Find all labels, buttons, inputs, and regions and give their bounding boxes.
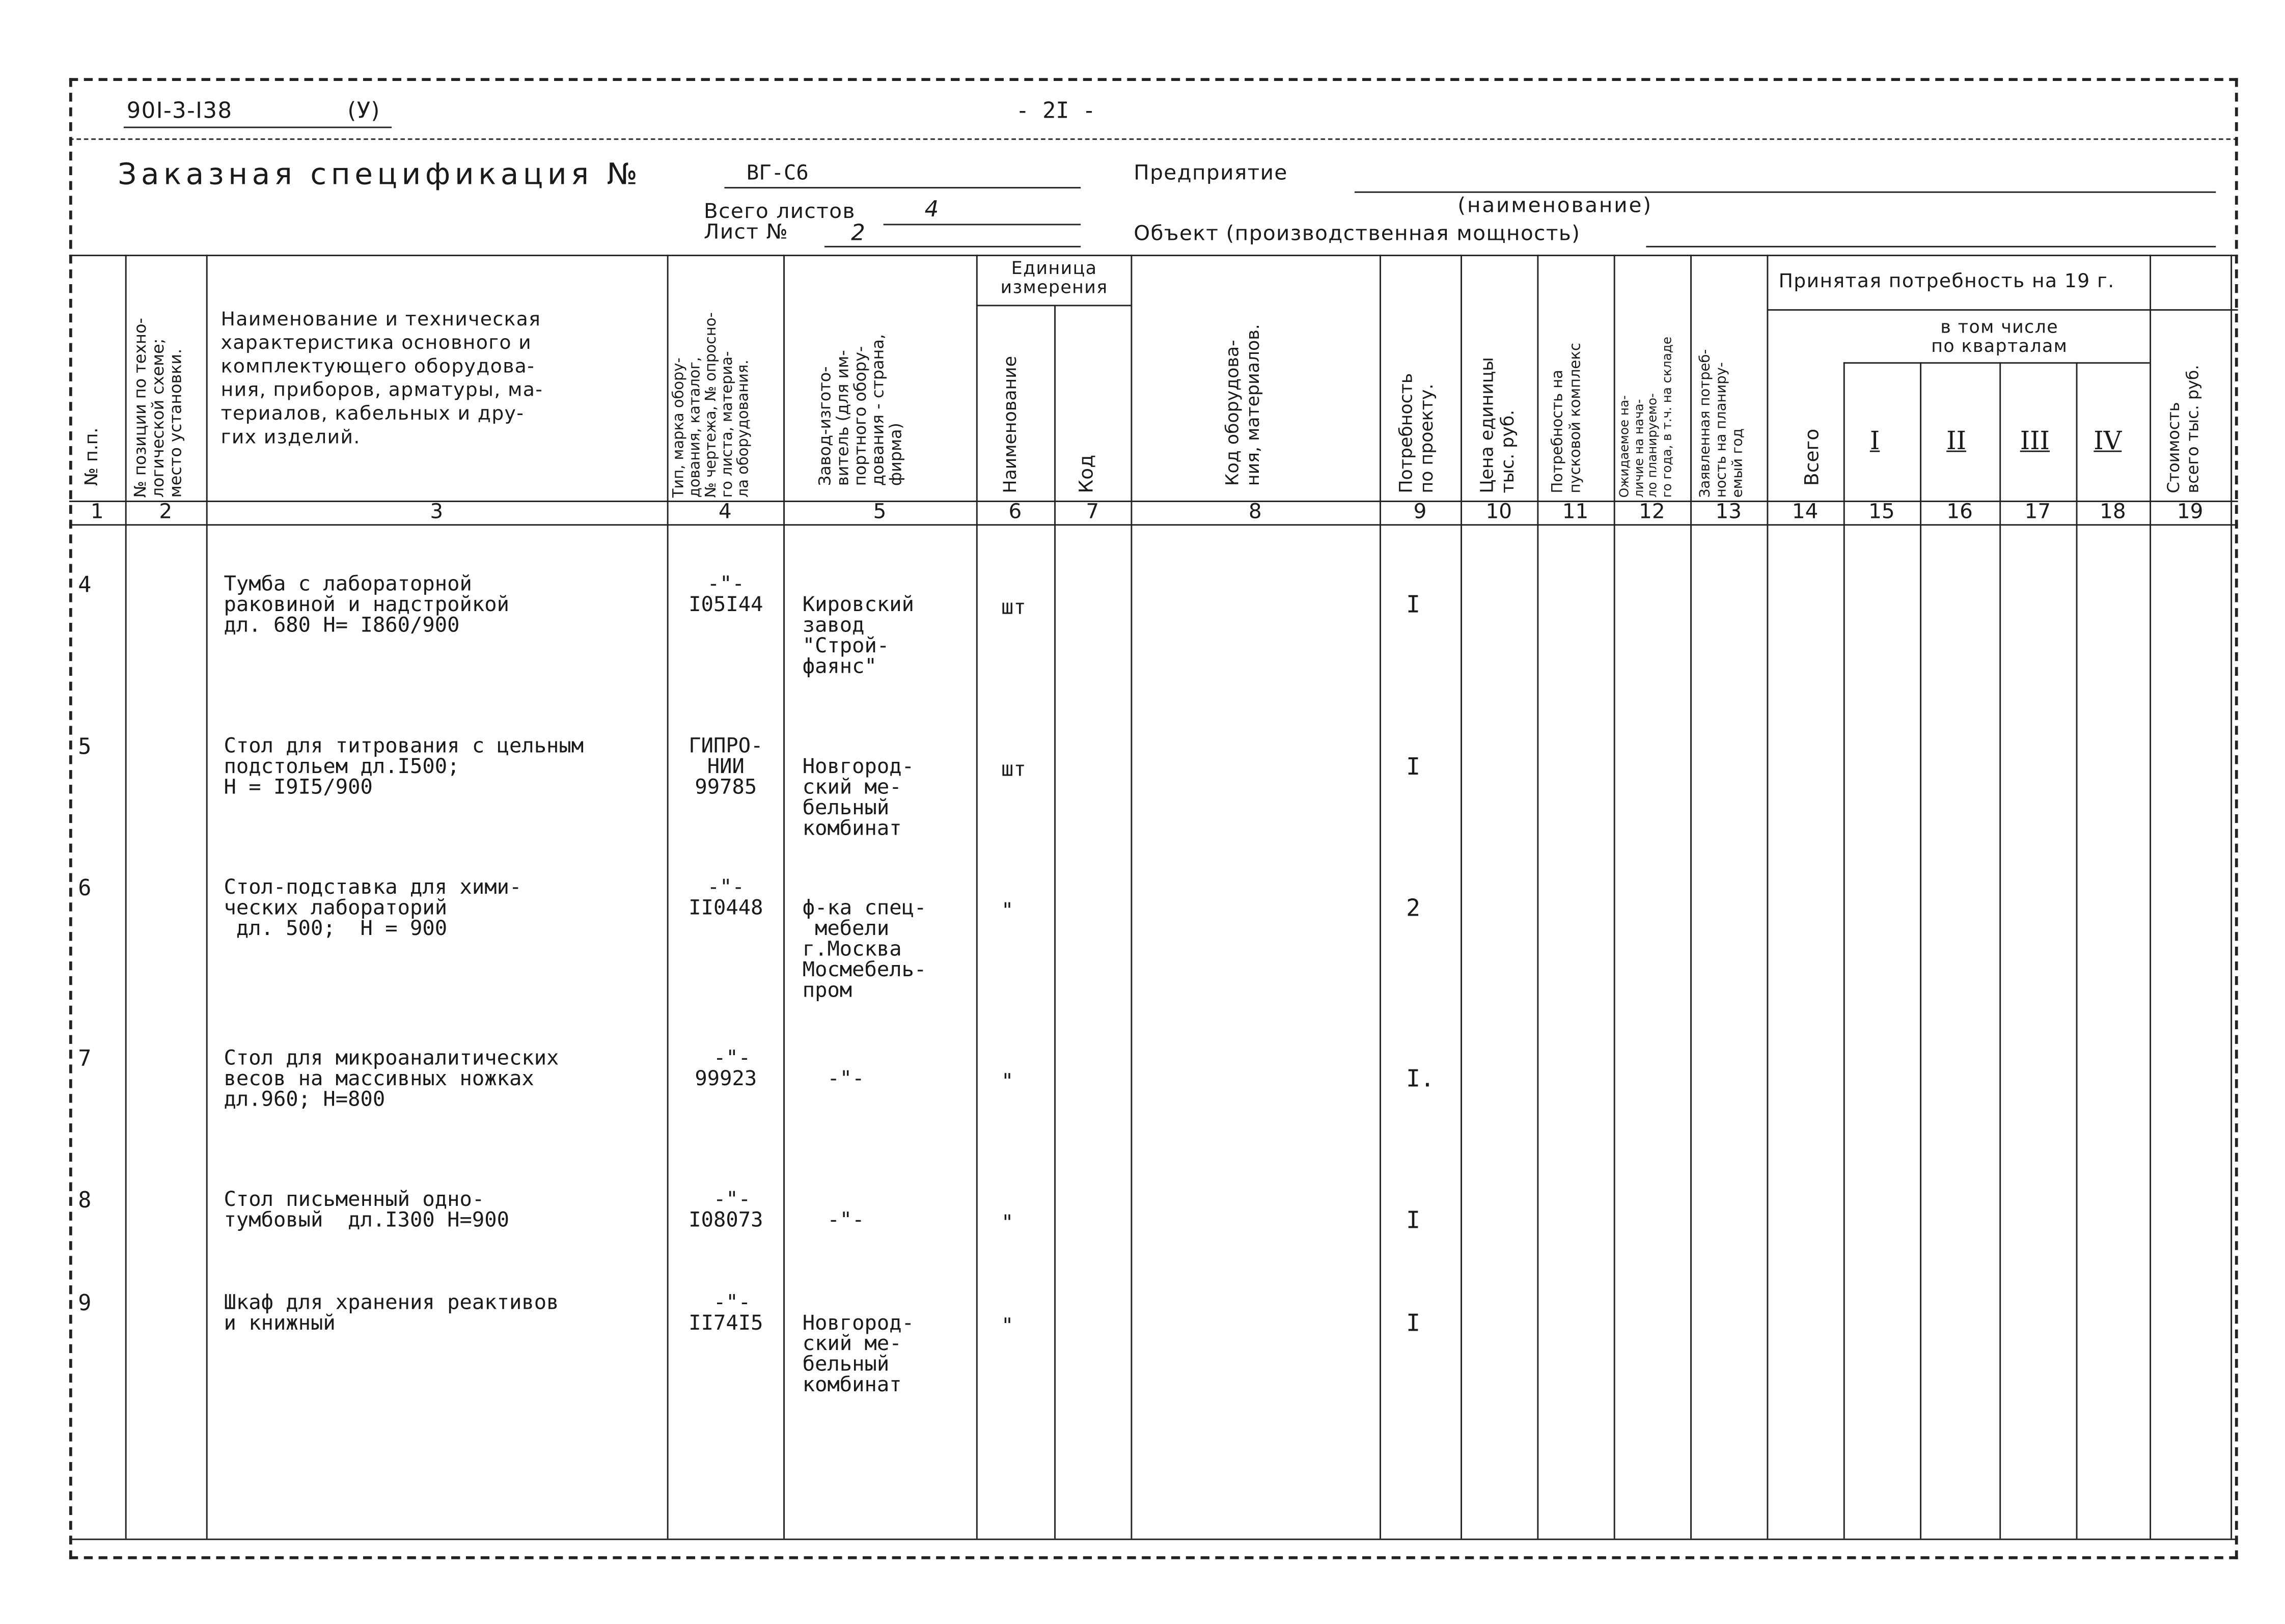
row-item-type: -"- II74I5	[689, 1291, 763, 1336]
row-unit: шт	[1001, 596, 1026, 620]
column-number: 17	[2024, 501, 2051, 525]
column-number: 13	[1715, 501, 1742, 525]
spec-number: ВГ-С6	[746, 162, 809, 186]
column-number: 10	[1485, 501, 1512, 525]
col-12-header: Ожидаемое на- личие на нача- ло планируемо- го года, в т.ч. на складе	[1618, 337, 1675, 498]
row-item-type: ГИПРО- НИИ 99785	[689, 734, 763, 800]
doc-code: 90I-3-I38	[126, 97, 233, 124]
col-9-header: Потребность по проекту.	[1395, 373, 1437, 493]
column-divider	[1767, 255, 1768, 1538]
row-unit: "	[1001, 1314, 1014, 1339]
page-title: Заказная спецификация №	[118, 156, 642, 191]
col-8-header: Код оборудова- ния, материалов.	[1222, 324, 1263, 486]
row-quantity: I	[1406, 590, 1420, 619]
column-number: 15	[1868, 501, 1895, 525]
col-3-header: Наименование и техническая характеристика основного и комплектующего оборудова- ния, приборов, арматуры, ма- териалов, кабельных и дру- гих изделий.	[221, 309, 543, 449]
col-14-header: Всего	[1802, 428, 1825, 486]
column-divider	[125, 255, 127, 1538]
col-6-header: Наименование	[1000, 355, 1021, 493]
row-quantity: I	[1406, 752, 1420, 781]
row-item-name: Стол письменный одно- тумбовый дл.I300 Н=900	[224, 1188, 509, 1232]
col-5-header: Завод-изгото- витель (для им- портного обору- дования - страна, фирма)	[815, 334, 906, 486]
column-number: 7	[1086, 501, 1099, 525]
row-unit: "	[1001, 1070, 1014, 1094]
row-item-name: Стол для микроаналитических весов на массивных ножках дл.960; Н=800	[224, 1047, 559, 1112]
col-18-header: IV	[2094, 427, 2122, 457]
column-divider	[206, 255, 208, 1538]
accepted-header: Принятая потребность на 19 г.	[1778, 270, 2115, 293]
quarters-header: в том числе по кварталам	[1931, 316, 2068, 356]
column-number: 5	[873, 501, 887, 525]
row-unit: шт	[1001, 758, 1026, 782]
name-hint: (наименование)	[1457, 194, 1653, 218]
row-item-name: Стол-подставка для хими- ческих лабораторий дл. 500; Н = 900	[224, 876, 522, 941]
total-sheets-value: 4	[924, 196, 940, 223]
unit-header: Единица измерения	[1000, 257, 1108, 298]
row-item-name: Тумба с лабораторной раковиной и надстройкой дл. 680 Н= I860/900	[224, 572, 509, 638]
table-bottom-line	[69, 1538, 2238, 1540]
row-manufacturer: Новгород- ский ме- бельный комбинат	[802, 1312, 915, 1397]
column-divider	[1690, 255, 1692, 1538]
column-number: 9	[1413, 501, 1427, 525]
column-number: 1	[90, 501, 104, 525]
page-number: - 2I -	[1015, 97, 1096, 124]
enterprise-label: Предприятие	[1134, 162, 1288, 186]
column-number: 18	[2100, 501, 2126, 525]
column-divider	[2150, 255, 2151, 1538]
column-number: 16	[1946, 501, 1973, 525]
row-number: 6	[78, 874, 92, 901]
column-number: 12	[1639, 501, 1665, 525]
doc-variant: (У)	[347, 97, 380, 124]
row-manufacturer: ф-ка спец- мебели г.Москва Мосмебель- пром	[802, 896, 927, 1003]
column-divider	[2231, 255, 2232, 1538]
column-divider	[1843, 362, 1845, 1538]
column-divider	[783, 255, 785, 1538]
column-divider	[976, 255, 978, 1538]
column-divider	[2076, 362, 2078, 1538]
column-number: 4	[718, 501, 732, 525]
col-1-header: № п.п.	[81, 427, 102, 486]
column-number: 3	[430, 501, 444, 525]
column-divider	[1999, 362, 2001, 1538]
row-number: 8	[78, 1187, 92, 1214]
row-item-name: Шкаф для хранения реактивов и книжный	[224, 1291, 559, 1336]
column-divider	[667, 255, 669, 1538]
col-2-header: № позиции по техно- логической схеме; место установки.	[131, 318, 186, 498]
row-quantity: 2	[1406, 893, 1420, 922]
column-number: 11	[1562, 501, 1589, 525]
sheet-value: 2	[851, 219, 866, 246]
column-number: 14	[1792, 501, 1819, 525]
column-divider	[1537, 255, 1538, 1538]
col-7-header: Код	[1076, 454, 1098, 493]
row-item-type: -"- II0448	[689, 876, 763, 920]
row-manufacturer: -"-	[802, 1208, 865, 1232]
col-19-header: Стоимость всего тыс. руб.	[2164, 365, 2203, 493]
row-number: 9	[78, 1289, 92, 1316]
col-15-header: I	[1869, 427, 1880, 457]
col-10-header: Цена единицы тыс. руб.	[1476, 357, 1518, 493]
row-quantity: I	[1406, 1205, 1420, 1234]
total-sheets-label: Всего листов	[703, 200, 856, 224]
column-divider	[1614, 255, 1615, 1538]
column-number: 19	[2177, 501, 2204, 525]
row-quantity: I	[1406, 1309, 1420, 1337]
row-item-type: -"- I05I44	[689, 572, 763, 617]
row-number: 7	[78, 1045, 92, 1072]
column-divider	[1920, 362, 1921, 1538]
row-quantity: I.	[1406, 1064, 1435, 1093]
row-unit: "	[1001, 899, 1014, 923]
row-manufacturer: Кировский завод "Строй- фаянс"	[802, 593, 915, 679]
col-17-header: III	[2020, 427, 2050, 457]
col-11-header: Потребность на пусковой комплекс	[1550, 343, 1584, 493]
col-16-header: II	[1946, 427, 1967, 457]
column-divider	[1461, 255, 1462, 1538]
row-item-type: -"- 99923	[695, 1047, 757, 1091]
row-item-type: -"- I08073	[689, 1188, 763, 1232]
column-divider	[1054, 305, 1056, 1538]
column-number: 6	[1008, 501, 1022, 525]
column-divider	[1380, 255, 1381, 1538]
row-number: 4	[78, 571, 92, 598]
sheet-label: Лист №	[703, 221, 789, 244]
row-number: 5	[78, 733, 92, 760]
column-number: 2	[159, 501, 173, 525]
col-4-header: Тип, марка обору- дования, каталог, № чертежа, № опросно- го листа, материа- ла оборудования.	[671, 312, 753, 498]
column-divider	[1131, 255, 1132, 1538]
object-label: Объект (производственная мощность)	[1134, 222, 1581, 246]
row-manufacturer: -"-	[802, 1067, 865, 1091]
row-unit: "	[1001, 1212, 1014, 1235]
page-frame	[69, 78, 2238, 1559]
row-item-name: Стол для титрования с цельным подстольем дл.I500; Н = I9I5/900	[224, 734, 584, 800]
col-13-header: Заявленная потреб- ность на планиру- емый год	[1697, 349, 1746, 498]
column-number: 8	[1248, 501, 1262, 525]
row-manufacturer: Новгород- ский ме- бельный комбинат	[802, 755, 915, 841]
